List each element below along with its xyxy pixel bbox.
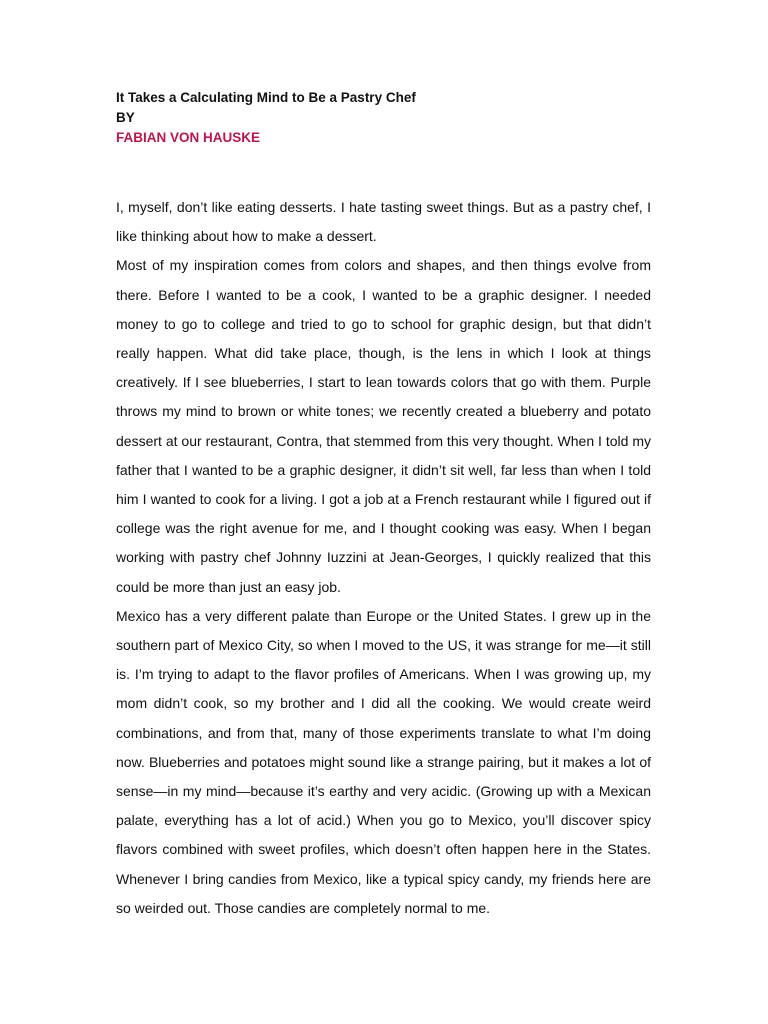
article-title: It Takes a Calculating Mind to Be a Pastry Chef: [116, 90, 416, 105]
paragraph: Mexico has a very different palate than Europe or the United States. I grew up in the southern part of Mexico City, so when I moved to the US, it was strange for me—it still is. I’m trying to adapt to the flavor profiles of Americans. When I was growing up, my mom didn’t cook, so my brother and I did all the cooking. We would create weird combinations, and from that, many of those experiments translate to what I’m doing now. Blueberries and potatoes might sound like a strange pairing, but it makes a lot of sense—in my mind—because it’s earthy and very acidic. (Growing up with a Mexican palate, everything has a lot of acid.) When you go to Mexico, you’ll discover spicy flavors combined with sweet profiles, which doesn’t often happen here in the States. Whenever I bring candies from Mexico, like a typical spicy candy, my friends here are so weirded out. Those candies are completely normal to me.: [116, 607, 651, 916]
author-name: FABIAN VON HAUSKE: [116, 130, 261, 145]
byline-label: BY: [116, 110, 135, 125]
article-body: [116, 193, 651, 923]
document-page: [116, 88, 651, 923]
paragraph: Most of my inspiration comes from colors and shapes, and then things evolve from there. Before I wanted to be a cook, I wanted to be a graphic designer. I needed money to go to college and tried to go to school for graphic design, but that didn’t really happen. What did take place, though, is the lens in which I look at things creatively. If I see blueberries, I start to lean towards colors that go with them. Purple throws my mind to brown or white tones; we recently created a blueberry and potato dessert at our restaurant, Contra, that stemmed from this very thought. When I told my father that I wanted to be a graphic designer, it didn’t sit well, far less than when I told him I wanted to cook for a living. I got a job at a French restaurant while I figured out if college was the right avenue for me, and I thought cooking was easy. When I began working with pastry chef Johnny Iuzzini at Jean-Georges, I quickly realized that this could be more than just an easy job.: [116, 257, 651, 595]
paragraph: I, myself, don’t like eating desserts. I hate tasting sweet things. But as a pastry chef, I like thinking about how to make a dessert.: [116, 199, 651, 245]
